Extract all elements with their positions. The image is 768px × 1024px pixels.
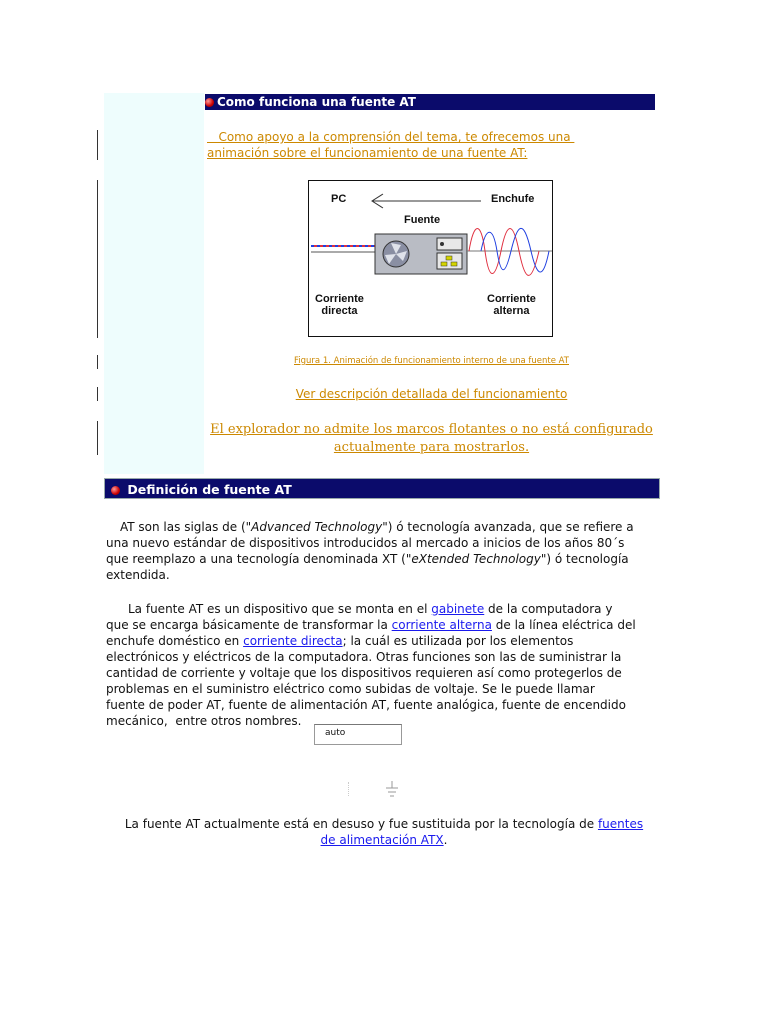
paragraph-at-description — [106, 601, 662, 729]
corriente-alterna-link[interactable]: corriente alterna — [391, 618, 492, 632]
atx-link[interactable]: fuentes — [597, 817, 644, 831]
noframes-message[interactable] — [204, 421, 659, 457]
figure-caption[interactable]: Figura 1. Animación de funcionamiento interno de una fuente AT — [294, 356, 569, 366]
label-line: directa — [321, 305, 358, 317]
power-supply-diagram — [308, 180, 553, 337]
text: de la línea eléctrica del — [491, 618, 636, 632]
text: ") ó tecnología — [540, 552, 629, 566]
margin-line — [97, 130, 98, 160]
margin-line — [97, 180, 98, 338]
noframes-line: actualmente para mostrarlos. — [333, 440, 530, 455]
ground-icon — [385, 781, 399, 799]
text: ") ó tecnología avanzada, que se refiere a — [382, 520, 634, 534]
text: AT son las siglas de (" — [120, 520, 252, 534]
paragraph-atx — [106, 816, 662, 848]
auto-input[interactable]: auto — [314, 724, 402, 745]
label-line: Corriente — [315, 293, 364, 305]
corriente-directa-label — [315, 293, 364, 317]
bullet-icon — [205, 98, 214, 107]
text: enchufe doméstico en — [106, 634, 244, 648]
margin-line — [97, 355, 98, 369]
text: extendida. — [106, 568, 170, 582]
margin-line — [97, 387, 98, 401]
text: mecánico, entre otros nombres. — [106, 714, 302, 728]
fuente-label: Fuente — [404, 214, 441, 226]
bullet-icon — [111, 486, 120, 495]
text: ; la cuál es utilizada por los elementos — [342, 634, 574, 648]
label-line: alterna — [493, 305, 530, 317]
section-header-como-funciona — [205, 94, 655, 110]
decorative-mark — [348, 782, 351, 796]
section-header-definicion — [104, 478, 660, 499]
text: La fuente AT es un dispositivo que se monta en el — [128, 602, 432, 616]
corriente-alterna-label — [487, 293, 536, 317]
intro-link[interactable] — [207, 129, 627, 161]
section-title: Como funciona una fuente AT — [217, 95, 416, 109]
gabinete-link[interactable]: gabinete — [431, 602, 485, 616]
atx-link[interactable]: de alimentación ATX — [320, 833, 444, 847]
text: fuente de poder AT, fuente de alimentación AT, fuente analógica, fuente de encendido — [106, 698, 626, 712]
side-panel — [104, 93, 204, 474]
intro-line: Como apoyo a la comprensión del tema, te ofrecemos una — [207, 130, 575, 144]
enchufe-label: Enchufe — [491, 193, 535, 205]
text: que reemplazo a una tecnología denominada XT (" — [106, 552, 412, 566]
ac-wave-red — [469, 229, 539, 276]
noframes-line: El explorador no admite los marcos flotantes o no está configurado — [210, 422, 653, 437]
text: La fuente AT actualmente está en desuso y fue sustituida por la tecnología de — [124, 817, 598, 831]
section-title: Definición de fuente AT — [127, 482, 292, 497]
text: electrónicos y eléctricos de la computadora. Otras funciones son las de suministrar la — [106, 650, 622, 664]
text: cantidad de corriente y voltaje que los dispositivos requieren así como protegerlos de — [106, 666, 622, 680]
pc-label: PC — [331, 193, 347, 205]
text-italic: Advanced Technology — [251, 520, 383, 534]
text: de la computadora y — [484, 602, 613, 616]
detail-link[interactable]: Ver descripción detallada del funcionamiento — [295, 387, 568, 401]
intro-line: animación sobre el funcionamiento de una fuente AT: — [207, 146, 528, 160]
corriente-directa-link[interactable]: corriente directa — [243, 634, 343, 648]
label-line: Corriente — [487, 293, 536, 305]
text-italic: eXtended Technology — [411, 552, 541, 566]
text: . — [443, 833, 448, 847]
paragraph-at-definition — [106, 519, 662, 583]
text: problemas en el suministro eléctrico como subidas de voltaje. Se le puede llamar — [106, 682, 595, 696]
text: una nuevo estándar de dispositivos introducidos al mercado a inicios de los años 80´s — [106, 536, 625, 550]
margin-line — [97, 421, 98, 455]
text: que se encarga básicamente de transformar la — [106, 618, 392, 632]
